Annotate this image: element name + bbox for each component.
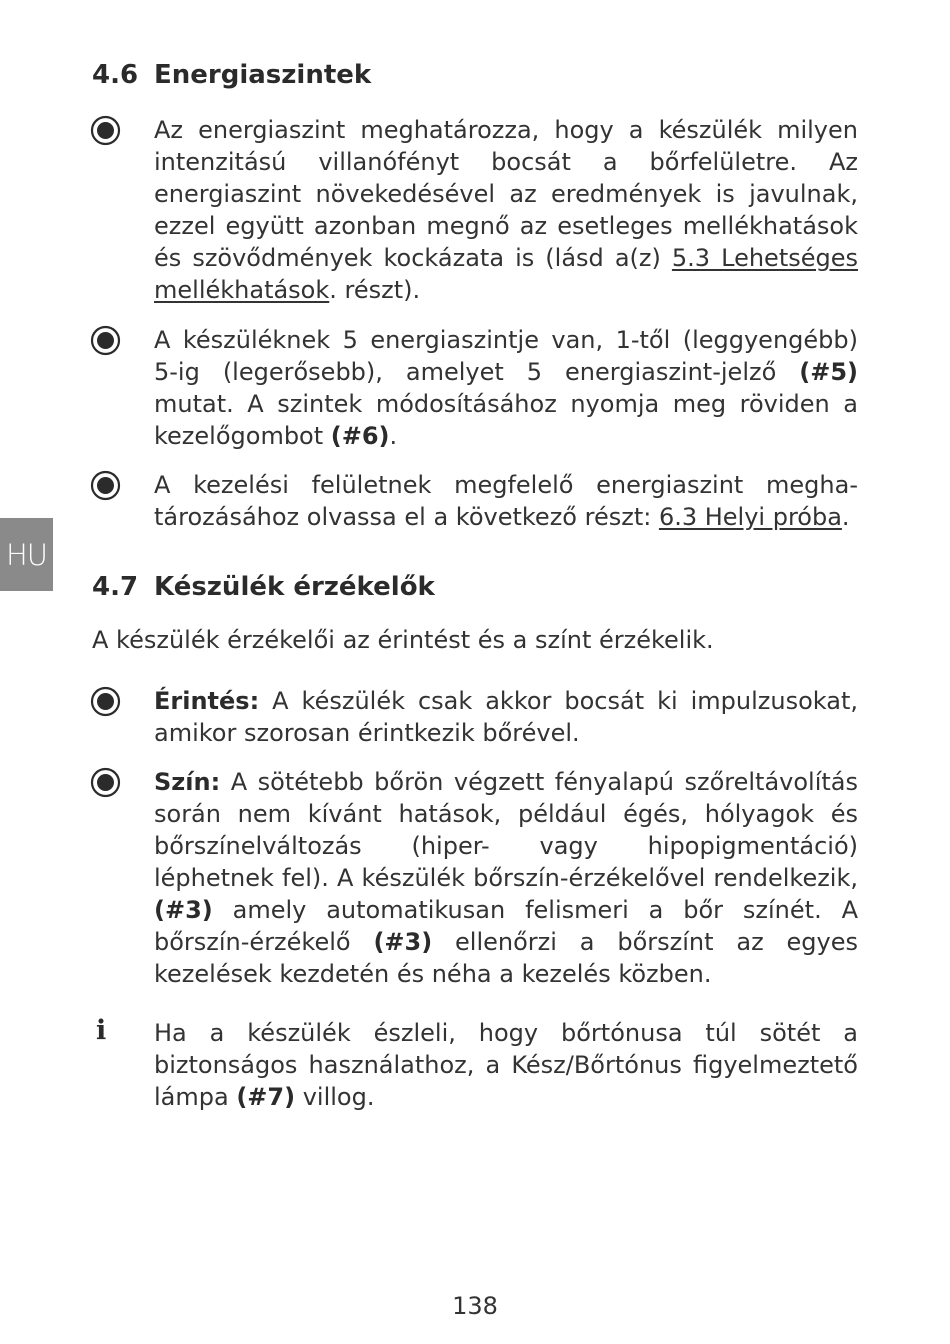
section-number: 4.7 [92,572,139,602]
part-reference: (#5) [799,358,858,386]
bullet-paragraph [154,766,858,990]
page-number: 138 [452,1292,498,1320]
section-intro: A készülék érzékelői az érintést és a színt érzékelik. [92,626,714,654]
bullet-circle-icon [90,325,121,356]
bullet-paragraph [154,114,858,306]
paragraph-text: amely automatikusan felismeri a bőr színét. A bőrszín-érzékelő [154,896,858,956]
term-label: Szín: [154,768,221,796]
paragraph-text: A sötétebb bőrön végzett fényalapú szőreltávolítás során nem kívánt hatások, például égés, hólyagok és bőrszínelváltozás (hiper- vagy hipopigmentáció) léphetnek fel). A készülék bőrszín-érzékelővel rendelkezik, [154,768,858,892]
language-tab [0,518,53,591]
bullet-paragraph [154,469,858,533]
paragraph-text: Ha a készülék észleli, hogy bőrtónusa túl sötét a biztonságos használathoz, a Kész/Bőrtónus figyelmeztető lámpa [154,1019,858,1111]
part-reference: (#7) [236,1083,296,1111]
paragraph-text: A készülék csak akkor bocsát ki impulzusokat, amikor szorosan érintkezik bőrével. [154,687,858,747]
bullet-paragraph [154,685,858,749]
language-code: HU [5,537,48,572]
section-title: Készülék érzékelők [154,572,435,602]
paragraph-text: . részt). [329,276,421,304]
bullet-paragraph [154,324,858,452]
section-title: Energiaszintek [154,60,372,90]
paragraph-text: villog. [295,1083,375,1111]
paragraph-text: ellenőrzi a bőrszínt az egyes kezelések kezdetén és néha a kezelés közben. [154,928,858,988]
paragraph-text: A kezelési felületnek megfelelő energiaszint meghatározásához olvassa el a következő részt: [154,471,858,531]
part-reference: (#6) [330,422,390,450]
paragraph-text: A készüléknek 5 energiaszintje van, 1-től (leggyengébb) 5-ig (legerősebb), amelyet 5 energiaszint-jelző [154,326,858,386]
bullet-circle-icon [90,767,121,798]
paragraph-text: . [389,422,398,450]
info-note [154,1017,858,1113]
part-reference: (#3) [373,928,433,956]
cross-reference-link[interactable]: 5.3 Lehetséges mellékhatások [154,244,858,304]
cross-reference-link[interactable]: 6.3 Helyi próba [658,503,842,531]
bullet-circle-icon [90,470,121,501]
paragraph-text: . [841,503,850,531]
term-label: Érintés: [154,687,260,715]
bullet-circle-icon [90,115,121,146]
section-heading-4-7 [92,572,435,602]
section-heading-4-6 [92,60,371,90]
part-reference: (#3) [154,896,213,924]
section-number: 4.6 [92,60,139,90]
paragraph-text: mutat. A szintek módosításához nyomja meg röviden a kezelőgombot [154,390,858,450]
bullet-circle-icon [90,686,121,717]
info-icon: i [96,1015,107,1046]
paragraph-text: Az energiaszint meghatározza, hogy a készülék milyen intenzitású villanófényt bocsát a bőrfelületre. Az energiaszint növekedésével az eredmények is javulnak, ezzel együtt azonban megnő az esetleges mellékhatások és szövődmények kockázata is (lásd a(z) [154,116,858,272]
